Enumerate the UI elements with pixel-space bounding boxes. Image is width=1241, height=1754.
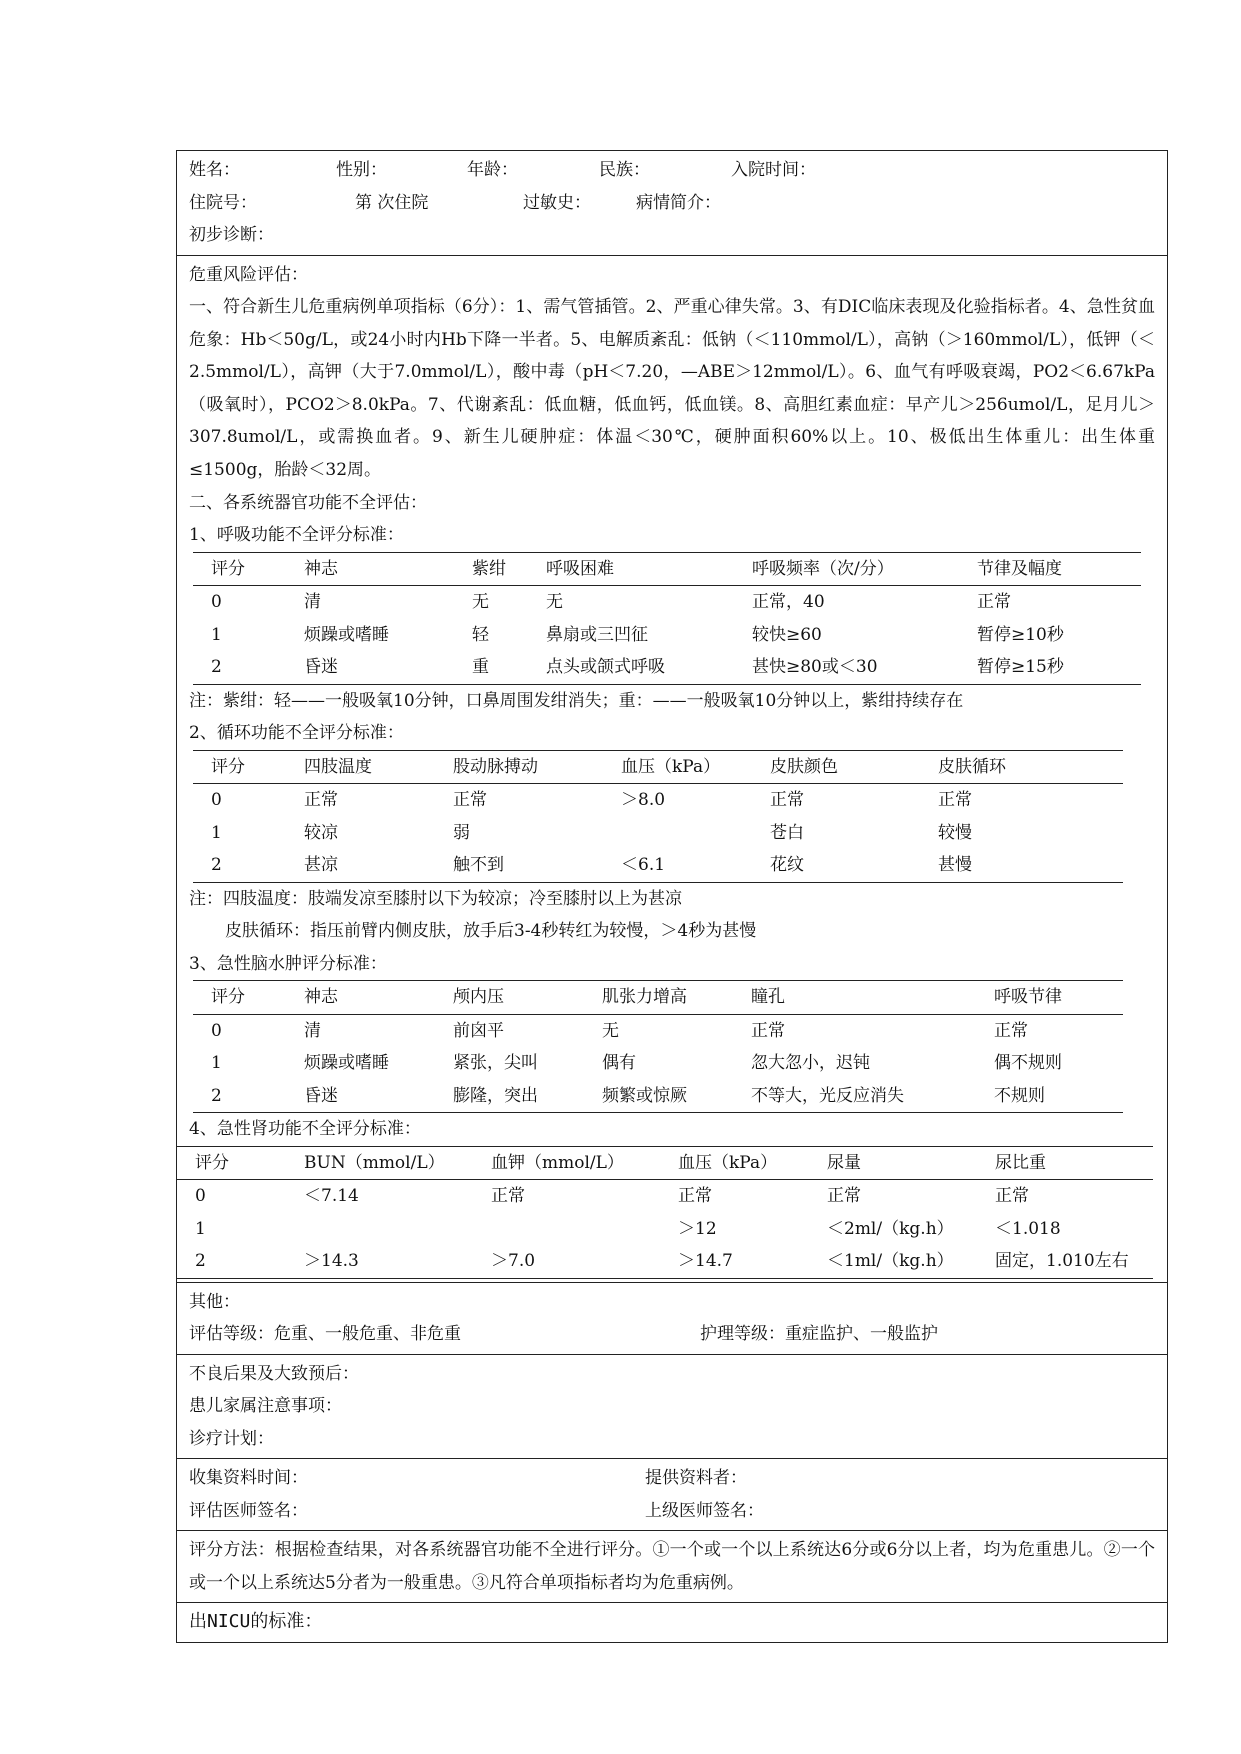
senior-doctor-signature-label: 上级医师签名：	[645, 1500, 764, 1521]
resp-cell: 昏迷	[286, 651, 454, 684]
nicu-section	[177, 1603, 1167, 1642]
risk-criteria-text: 一、符合新生儿危重病例单项指标（6分）：1、需气管插管。2、严重心律失常。3、有DIC临床表现及化验指标者。4、急性贫血危象：Hb＜50g/L，或24小时内Hb下降一半者。5、电解质紊乱：低钠（＜110mmol/L），高钠（＞160mmol/L），低钾（＜2.5mmol/L），高钾（大于7.0mmol/L），酸中毒（pH＜7.20，—ABE＞12mmol/L）。6、血气有呼吸衰竭，PO2＜6.67kPa（吸氧时），PCO2＞8.0kPa。7、代谢紊乱：低血糖，低血钙，低血镁。8、高胆红素血症：早产儿＞256umol/L，足月儿＞307.8umol/L，或需换血者。9、新生儿硬肿症：体温＜30℃，硬肿面积60%以上。10、极低出生体重儿：出生体重≤1500g，胎龄＜32周。	[189, 297, 1155, 480]
renal-header-row	[177, 1146, 1153, 1180]
brain-cell: 不等大，光反应消失	[733, 1080, 976, 1113]
brain-cell: 正常	[751, 1020, 785, 1041]
resp-cell: 无	[546, 592, 563, 613]
brain-cell: 无	[602, 1020, 619, 1041]
risk-section	[177, 256, 1167, 1283]
renal-column-header: 评分	[177, 1146, 286, 1180]
stay-count-label: 第 次住院	[355, 192, 429, 213]
brain-cell: 0	[211, 1020, 222, 1041]
table-row	[193, 619, 1141, 652]
circ-cell: 较凉	[304, 822, 338, 843]
renal-cell: 正常	[678, 1186, 712, 1207]
prognosis-section	[177, 1355, 1167, 1460]
resp-cell: 无	[472, 592, 489, 613]
renal-score-table	[177, 1146, 1153, 1279]
table-row	[193, 1047, 1123, 1080]
circ-cell: 0	[211, 790, 222, 811]
age-label: 年龄：	[467, 160, 518, 180]
assessment-form	[176, 150, 1168, 1643]
circ-cell: 正常	[453, 790, 487, 811]
circ-note-2: 皮肤循环：指压前臂内侧皮肤，放手后3-4秒转红为较慢，＞4秒为甚慢	[225, 921, 757, 942]
resp-cell: 0	[211, 592, 222, 613]
circ-cell	[603, 817, 752, 850]
brain-column-header: 肌张力增高	[584, 981, 733, 1015]
brain-cell: 频繁或惊厥	[584, 1080, 733, 1113]
table-row	[193, 586, 1141, 619]
brain-cell: 膨隆，突出	[435, 1080, 584, 1113]
circ-score-table	[193, 750, 1123, 883]
brain-column-header: 神志	[286, 981, 435, 1015]
circ-note-1: 注：四肢温度：肢端发凉至膝肘以下为较凉；冷至膝肘以上为甚凉	[189, 888, 682, 909]
resp-cell: 甚快≥80或＜30	[734, 651, 959, 684]
table-row	[193, 1014, 1123, 1047]
scoring-method-text: 评分方法：根据检查结果，对各系统器官功能不全进行评分。①一个或一个以上系统达6分或6分以上者，均为危重患儿。②一个或一个以上系统达5分者为一般重患。③凡符合单项指标者均为危重病例。	[189, 1540, 1155, 1593]
table-row	[193, 1080, 1123, 1113]
resp-cell: 重	[454, 651, 528, 684]
circ-cell: 1	[211, 822, 222, 843]
brain-cell: 昏迷	[286, 1080, 435, 1113]
collect-time-label: 收集资料时间：	[189, 1468, 308, 1489]
renal-cell: ＞14.3	[286, 1245, 473, 1278]
circ-cell: 2	[193, 849, 286, 882]
renal-cell: ＜7.14	[304, 1186, 359, 1207]
name-label: 姓名：	[189, 160, 240, 180]
renal-cell: ＞12	[678, 1218, 717, 1239]
circ-cell: 甚凉	[286, 849, 435, 882]
circ-cell: 正常	[304, 790, 338, 811]
circ-cell: 正常	[770, 790, 804, 811]
brain-cell: 1	[211, 1053, 222, 1074]
brain-cell: 2	[193, 1080, 286, 1113]
circ-column-header: 血压（kPa）	[603, 750, 752, 784]
table-row	[177, 1213, 1153, 1246]
method-section	[177, 1531, 1167, 1603]
family-notes-label: 患儿家属注意事项：	[189, 1396, 342, 1417]
resp-cell: 轻	[472, 624, 489, 645]
brain-column-header: 评分	[193, 981, 286, 1015]
brain-column-header: 瞳孔	[733, 981, 976, 1015]
renal-cell	[286, 1213, 473, 1246]
risk-title: 危重风险评估：	[189, 264, 308, 285]
brain-score-table	[193, 980, 1123, 1113]
grade-section	[177, 1283, 1167, 1355]
gender-label: 性别：	[336, 160, 387, 180]
circ-header-row	[193, 750, 1123, 784]
renal-cell: ＜1.018	[995, 1218, 1061, 1239]
nursing-level: 护理等级：重症监护、一般监护	[700, 1324, 938, 1345]
renal-cell: 固定，1.010左右	[977, 1245, 1153, 1278]
circ-cell: 苍白	[770, 822, 804, 843]
admission-time-label: 入院时间：	[731, 160, 816, 180]
circ-cell: 弱	[453, 822, 470, 843]
resp-cell: 正常，40	[752, 592, 825, 613]
renal-column-header: BUN（mmol/L）	[286, 1146, 473, 1180]
nicu-criteria-label: 出NICU的标准：	[189, 1611, 323, 1633]
resp-cell: 暂停≥10秒	[977, 624, 1064, 645]
renal-cell: ＜1ml/（kg.h）	[809, 1245, 977, 1278]
circ-cell: 正常	[938, 790, 972, 811]
brain-title: 3、急性脑水肿评分标准：	[189, 953, 387, 974]
renal-column-header: 血压（kPa）	[660, 1146, 809, 1180]
renal-column-header: 尿量	[809, 1146, 977, 1180]
circ-title: 2、循环功能不全评分标准：	[189, 723, 404, 744]
circ-column-header: 四肢温度	[286, 750, 435, 784]
brain-column-header: 呼吸节律	[976, 981, 1123, 1015]
resp-title: 1、呼吸功能不全评分标准：	[189, 525, 404, 546]
resp-cell: 1	[211, 624, 222, 645]
brain-cell: 紧张，尖叫	[453, 1053, 538, 1074]
circ-cell: 触不到	[435, 849, 603, 882]
organ-assessment-title: 二、各系统器官功能不全评估：	[189, 492, 427, 513]
resp-cell: 较快≥60	[752, 624, 822, 645]
resp-header-row	[193, 552, 1141, 586]
table-row	[177, 1180, 1153, 1213]
table-row	[177, 1245, 1153, 1278]
renal-cell: ＜2ml/（kg.h）	[827, 1218, 954, 1239]
patient-info-section	[177, 151, 1167, 256]
renal-cell: ＞14.7	[660, 1245, 809, 1278]
ethnicity-label: 民族：	[599, 160, 650, 180]
renal-cell: 正常	[827, 1186, 861, 1207]
table-row	[193, 817, 1123, 850]
renal-title: 4、急性肾功能不全评分标准：	[189, 1119, 421, 1140]
assessment-level: 评估等级：危重、一般危重、非危重	[189, 1324, 461, 1345]
other-label: 其他：	[189, 1291, 240, 1312]
renal-cell: 2	[177, 1245, 286, 1278]
circ-column-header: 皮肤颜色	[752, 750, 920, 784]
resp-cell: 正常	[977, 592, 1011, 613]
brain-cell: 偶不规则	[994, 1053, 1062, 1074]
renal-cell: ＞7.0	[473, 1245, 660, 1278]
brain-cell: 不规则	[976, 1080, 1123, 1113]
circ-column-header: 股动脉搏动	[435, 750, 603, 784]
doctor-signature-label: 评估医师签名：	[189, 1500, 308, 1521]
signature-section	[177, 1459, 1167, 1531]
renal-cell: 正常	[491, 1186, 525, 1207]
brain-cell: 正常	[994, 1020, 1028, 1041]
table-row	[193, 651, 1141, 684]
renal-cell: 0	[195, 1186, 206, 1207]
provider-label: 提供资料者：	[645, 1468, 747, 1489]
outcome-label: 不良后果及大致预后：	[189, 1363, 359, 1384]
table-row	[193, 784, 1123, 817]
allergy-label: 过敏史：	[523, 192, 591, 213]
circ-cell: ＜6.1	[603, 849, 752, 882]
renal-cell	[473, 1213, 660, 1246]
circ-column-header: 皮肤循环	[920, 750, 1123, 784]
resp-cell: 烦躁或嗜睡	[304, 624, 389, 645]
resp-score-table	[193, 552, 1141, 685]
resp-cell: 点头或颌式呼吸	[528, 651, 734, 684]
brain-cell: 前囟平	[453, 1020, 504, 1041]
hospital-no-label: 住院号：	[189, 192, 257, 213]
resp-cell: 清	[304, 592, 321, 613]
resp-note: 注：紫绀：轻——一般吸氧10分钟，口鼻周围发绀消失；重：——一般吸氧10分钟以上，紫绀持续存在	[189, 690, 964, 711]
renal-cell: 1	[195, 1218, 206, 1239]
resp-column-header: 评分	[193, 552, 286, 586]
circ-cell: 较慢	[938, 822, 972, 843]
renal-column-header: 血钾（mmol/L）	[473, 1146, 660, 1180]
resp-cell: 2	[193, 651, 286, 684]
resp-column-header: 呼吸困难	[528, 552, 734, 586]
circ-cell: 花纹	[752, 849, 920, 882]
brain-cell: 烦躁或嗜睡	[304, 1053, 389, 1074]
circ-cell: ＞8.0	[621, 790, 666, 811]
brain-cell: 清	[304, 1020, 321, 1041]
brain-cell: 偶有	[602, 1053, 636, 1074]
renal-cell: 正常	[995, 1186, 1029, 1207]
resp-column-header: 呼吸频率（次/分）	[734, 552, 959, 586]
diagnosis-label: 初步诊断：	[189, 225, 274, 245]
resp-column-header: 节律及幅度	[959, 552, 1141, 586]
brain-column-header: 颅内压	[435, 981, 584, 1015]
resp-column-header: 紫绀	[454, 552, 528, 586]
resp-column-header: 神志	[286, 552, 454, 586]
history-label: 病情简介：	[636, 192, 721, 213]
brain-header-row	[193, 981, 1123, 1015]
circ-cell: 甚慢	[920, 849, 1123, 882]
table-row	[193, 849, 1123, 882]
circ-column-header: 评分	[193, 750, 286, 784]
resp-cell: 暂停≥15秒	[959, 651, 1141, 684]
treatment-plan-label: 诊疗计划：	[189, 1428, 274, 1449]
renal-column-header: 尿比重	[977, 1146, 1153, 1180]
resp-cell: 鼻扇或三凹征	[546, 624, 648, 645]
brain-cell: 忽大忽小，迟钝	[751, 1053, 870, 1074]
